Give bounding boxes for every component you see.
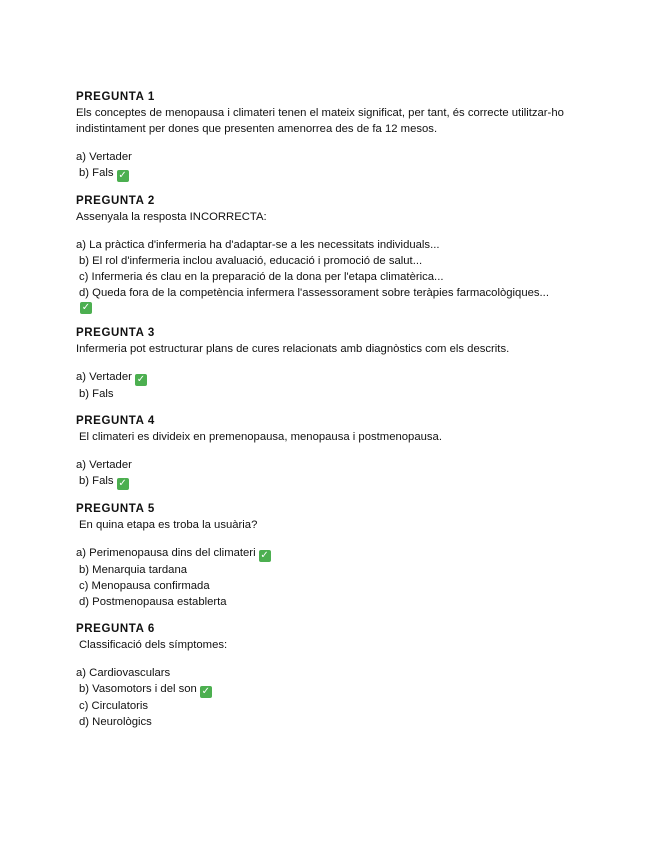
option-b: b) Vasomotors i del son ✓ xyxy=(79,683,211,697)
question-5 xyxy=(76,501,616,610)
option-a: a) Vertader ✓ xyxy=(76,371,146,385)
option-c: c) Infermeria és clau en la preparació de la dona per l'etapa climatèrica... xyxy=(79,271,444,283)
question-title: PREGUNTA 1 xyxy=(76,91,155,103)
check-mark-icon: ✓ xyxy=(118,478,127,489)
option-a: a) La pràctica d'infermeria ha d'adaptar-se a les necessitats individuals... xyxy=(76,239,440,251)
question-title: PREGUNTA 6 xyxy=(76,623,155,635)
check-mark-icon: ✓ xyxy=(81,302,91,313)
question-text: Classificació dels símptomes: xyxy=(79,639,228,651)
option-b: b) Fals ✓ xyxy=(79,167,127,181)
option-c: c) Circulatoris xyxy=(79,700,149,712)
question-title: PREGUNTA 2 xyxy=(76,195,155,207)
option-b: b) Menarquia tardana xyxy=(79,564,188,576)
question-text: En quina etapa es troba la usuària? xyxy=(79,519,258,531)
option-a: a) Cardiovasculars xyxy=(76,667,171,679)
option-d: d) Neurològics xyxy=(79,716,152,728)
option-b: b) Fals ✓ xyxy=(79,475,127,489)
option-b: b) El rol d'infermeria inclou avaluació, educació i promoció de salut... xyxy=(79,255,423,267)
question-text: Infermeria pot estructurar plans de cures relacionats amb diagnòstics com els descrits. xyxy=(76,343,510,355)
option-c: c) Menopausa confirmada xyxy=(79,580,210,592)
question-4 xyxy=(76,413,616,490)
question-6 xyxy=(76,621,616,730)
question-2 xyxy=(76,193,616,314)
question-text: Assenyala la resposta INCORRECTA: xyxy=(76,211,267,223)
option-b: b) Fals xyxy=(79,388,114,400)
check-mark-icon: ✓ xyxy=(118,170,127,181)
question-title: PREGUNTA 4 xyxy=(76,415,155,427)
question-title: PREGUNTA 3 xyxy=(76,327,155,339)
question-3 xyxy=(76,325,616,402)
document-page xyxy=(76,89,616,741)
option-d: d) Queda fora de la competència infermera l'assessorament sobre teràpies farmacològiques... ✓ xyxy=(79,287,549,313)
question-title: PREGUNTA 5 xyxy=(76,503,155,515)
check-mark-icon: ✓ xyxy=(260,550,269,561)
question-text: El climateri es divideix en premenopausa, menopausa i postmenopausa. xyxy=(79,431,442,443)
option-a: a) Vertader xyxy=(76,459,132,471)
option-a: a) Vertader xyxy=(76,151,132,163)
check-mark-icon: ✓ xyxy=(136,374,146,385)
option-a: a) Perimenopausa dins del climateri ✓ xyxy=(76,547,269,561)
option-d: d) Postmenopausa establerta xyxy=(79,596,227,608)
question-text: Els conceptes de menopausa i climateri tenen el mateix significat, per tant, és correcte utilitzar-ho indistintament per dones que presenten amenorrea des de fa 12 mesos. xyxy=(76,107,564,135)
question-1 xyxy=(76,89,616,182)
check-mark-icon: ✓ xyxy=(201,686,211,697)
